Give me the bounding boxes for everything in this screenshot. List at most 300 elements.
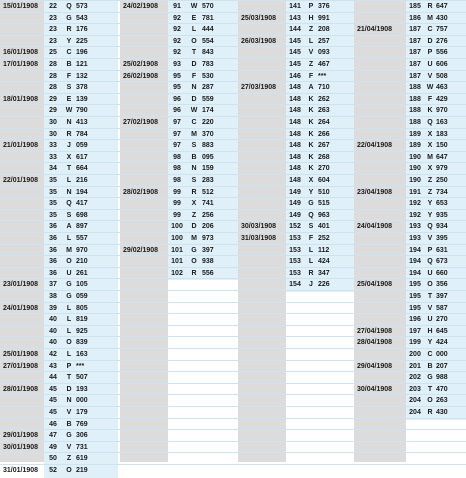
value-cell[interactable]: 267 bbox=[318, 142, 330, 150]
date-cell[interactable] bbox=[0, 152, 47, 164]
value-cell[interactable]: 262 bbox=[318, 95, 330, 103]
date-cell[interactable]: 27/01/1908 bbox=[3, 362, 39, 370]
value-cell[interactable]: 370 bbox=[202, 130, 214, 138]
value-cell[interactable]: 883 bbox=[202, 142, 214, 150]
letter-cell[interactable]: Z bbox=[308, 61, 314, 68]
number-cell[interactable]: 96 bbox=[173, 107, 181, 115]
value-cell[interactable]: 163 bbox=[436, 119, 448, 126]
date-cell[interactable]: 16/01/1908 bbox=[3, 49, 39, 57]
value-cell[interactable]: 429 bbox=[436, 95, 448, 103]
date-cell[interactable] bbox=[0, 337, 47, 349]
letter-cell[interactable]: V bbox=[427, 235, 433, 242]
number-cell[interactable]: 34 bbox=[49, 165, 57, 173]
letter-cell[interactable]: V bbox=[308, 49, 314, 57]
value-cell[interactable]: 790 bbox=[76, 107, 88, 115]
number-cell[interactable]: 153 bbox=[289, 246, 301, 254]
value-cell[interactable]: 220 bbox=[202, 119, 214, 126]
letter-cell[interactable]: F bbox=[308, 235, 314, 242]
date-cell[interactable] bbox=[354, 163, 409, 175]
letter-cell[interactable]: G bbox=[66, 14, 72, 22]
value-cell[interactable]: 268 bbox=[318, 153, 330, 161]
value-cell[interactable]: 843 bbox=[202, 49, 214, 57]
date-cell[interactable] bbox=[354, 175, 409, 187]
value-cell[interactable]: 515 bbox=[318, 200, 330, 208]
letter-cell[interactable]: C bbox=[427, 351, 433, 358]
letter-cell[interactable]: M bbox=[427, 14, 433, 22]
value-cell[interactable]: 430 bbox=[436, 14, 448, 22]
letter-cell[interactable]: B bbox=[66, 61, 72, 68]
date-cell[interactable] bbox=[354, 117, 409, 129]
value-cell[interactable]: 557 bbox=[76, 235, 88, 242]
number-cell[interactable]: 43 bbox=[49, 362, 57, 370]
number-cell[interactable]: 35 bbox=[49, 211, 57, 219]
number-cell[interactable]: 36 bbox=[49, 235, 57, 242]
letter-cell[interactable]: D bbox=[66, 385, 72, 393]
letter-cell[interactable]: R bbox=[308, 269, 314, 277]
letter-cell[interactable]: U bbox=[427, 269, 433, 277]
date-cell[interactable] bbox=[0, 453, 47, 465]
letter-cell[interactable]: X bbox=[191, 200, 197, 208]
date-cell[interactable]: 21/04/1908 bbox=[357, 26, 393, 34]
number-cell[interactable]: 93 bbox=[173, 61, 181, 68]
date-cell[interactable]: 25/03/1908 bbox=[241, 14, 277, 22]
date-cell[interactable]: 17/01/1908 bbox=[3, 61, 39, 68]
value-cell[interactable]: 647 bbox=[436, 3, 448, 10]
letter-cell[interactable]: T bbox=[427, 293, 433, 300]
date-cell[interactable] bbox=[0, 372, 47, 384]
letter-cell[interactable]: S bbox=[191, 142, 197, 150]
number-cell[interactable]: 188 bbox=[409, 107, 421, 115]
date-cell[interactable] bbox=[120, 256, 171, 268]
letter-cell[interactable]: H bbox=[308, 14, 314, 22]
value-cell[interactable]: 093 bbox=[318, 49, 330, 57]
letter-cell[interactable]: M bbox=[427, 153, 433, 161]
number-cell[interactable]: 148 bbox=[289, 165, 301, 173]
date-cell[interactable]: 27/03/1908 bbox=[241, 84, 277, 92]
value-cell[interactable]: 139 bbox=[76, 95, 88, 103]
value-cell[interactable]: 401 bbox=[318, 223, 330, 231]
value-cell[interactable]: 604 bbox=[318, 177, 330, 184]
number-cell[interactable]: 96 bbox=[173, 95, 181, 103]
value-cell[interactable]: 356 bbox=[436, 281, 448, 289]
letter-cell[interactable]: X bbox=[427, 142, 433, 150]
number-cell[interactable]: 145 bbox=[289, 49, 301, 57]
value-cell[interactable]: 059 bbox=[76, 293, 88, 300]
letter-cell[interactable]: U bbox=[427, 316, 433, 324]
number-cell[interactable]: 46 bbox=[49, 420, 57, 428]
date-cell[interactable] bbox=[120, 129, 171, 141]
date-cell[interactable] bbox=[0, 129, 47, 141]
letter-cell[interactable]: Q bbox=[308, 211, 314, 219]
date-cell[interactable] bbox=[238, 175, 289, 187]
value-cell[interactable]: 095 bbox=[202, 153, 214, 161]
number-cell[interactable]: 195 bbox=[409, 281, 421, 289]
value-cell[interactable]: 174 bbox=[202, 107, 214, 115]
number-cell[interactable]: 145 bbox=[289, 61, 301, 68]
date-cell[interactable] bbox=[238, 59, 289, 71]
number-cell[interactable]: 199 bbox=[409, 339, 421, 347]
value-cell[interactable]: 150 bbox=[436, 142, 448, 150]
number-cell[interactable]: 92 bbox=[173, 49, 181, 57]
letter-cell[interactable]: K bbox=[308, 107, 314, 115]
value-cell[interactable]: 252 bbox=[318, 235, 330, 242]
number-cell[interactable]: 23 bbox=[49, 14, 57, 22]
date-cell[interactable] bbox=[0, 82, 47, 94]
value-cell[interactable]: 179 bbox=[76, 409, 88, 416]
date-cell[interactable] bbox=[0, 105, 47, 117]
letter-cell[interactable]: L bbox=[66, 327, 72, 335]
letter-cell[interactable]: H bbox=[427, 327, 433, 335]
number-cell[interactable]: 33 bbox=[49, 153, 57, 161]
date-cell[interactable] bbox=[354, 291, 409, 303]
letter-cell[interactable]: Z bbox=[191, 211, 197, 219]
number-cell[interactable]: 22 bbox=[49, 3, 57, 10]
letter-cell[interactable]: B bbox=[66, 420, 72, 428]
date-cell[interactable]: 24/02/1908 bbox=[123, 3, 159, 10]
number-cell[interactable]: 187 bbox=[409, 72, 421, 80]
letter-cell[interactable]: P bbox=[427, 49, 433, 57]
date-cell[interactable]: 29/02/1908 bbox=[123, 246, 159, 254]
number-cell[interactable]: 154 bbox=[289, 281, 301, 289]
date-cell[interactable] bbox=[120, 163, 171, 175]
date-cell[interactable] bbox=[0, 221, 47, 233]
value-cell[interactable]: 376 bbox=[318, 3, 330, 10]
value-cell[interactable]: 979 bbox=[436, 165, 448, 173]
number-cell[interactable]: 40 bbox=[49, 339, 57, 347]
letter-cell[interactable]: L bbox=[308, 246, 314, 254]
date-cell[interactable] bbox=[120, 24, 171, 36]
number-cell[interactable]: 197 bbox=[409, 327, 421, 335]
value-cell[interactable]: 508 bbox=[436, 72, 448, 80]
value-cell[interactable]: 210 bbox=[76, 258, 88, 266]
number-cell[interactable]: 193 bbox=[409, 223, 421, 231]
letter-cell[interactable]: O bbox=[66, 339, 72, 347]
number-cell[interactable]: 102 bbox=[171, 269, 183, 277]
number-cell[interactable]: 101 bbox=[171, 258, 183, 266]
letter-cell[interactable]: K bbox=[308, 142, 314, 150]
letter-cell[interactable]: S bbox=[191, 177, 197, 184]
letter-cell[interactable]: R bbox=[427, 3, 433, 10]
date-cell[interactable]: 29/04/1908 bbox=[357, 362, 393, 370]
date-cell[interactable] bbox=[354, 256, 409, 268]
number-cell[interactable]: 28 bbox=[49, 84, 57, 92]
number-cell[interactable]: 42 bbox=[49, 351, 57, 358]
date-cell[interactable]: 28/04/1908 bbox=[357, 339, 393, 347]
number-cell[interactable]: 194 bbox=[409, 258, 421, 266]
number-cell[interactable]: 148 bbox=[289, 177, 301, 184]
number-cell[interactable]: 35 bbox=[49, 200, 57, 208]
value-cell[interactable]: 897 bbox=[76, 223, 88, 231]
value-cell[interactable]: 963 bbox=[318, 211, 330, 219]
value-cell[interactable]: 266 bbox=[318, 130, 330, 138]
number-cell[interactable]: 100 bbox=[171, 235, 183, 242]
number-cell[interactable]: 201 bbox=[409, 362, 421, 370]
number-cell[interactable]: 36 bbox=[49, 269, 57, 277]
value-cell[interactable]: 112 bbox=[318, 246, 330, 254]
number-cell[interactable]: 153 bbox=[289, 258, 301, 266]
value-cell[interactable]: 570 bbox=[202, 3, 214, 10]
letter-cell[interactable]: K bbox=[308, 119, 314, 126]
letter-cell[interactable]: U bbox=[66, 269, 72, 277]
number-cell[interactable]: 97 bbox=[173, 119, 181, 126]
date-cell[interactable]: 18/01/1908 bbox=[3, 95, 39, 103]
value-cell[interactable]: 512 bbox=[202, 188, 214, 196]
number-cell[interactable]: 37 bbox=[49, 281, 57, 289]
date-cell[interactable]: 31/03/1908 bbox=[241, 235, 277, 242]
value-cell[interactable]: 617 bbox=[76, 153, 88, 161]
value-cell[interactable]: 530 bbox=[202, 72, 214, 80]
number-cell[interactable]: 148 bbox=[289, 95, 301, 103]
number-cell[interactable]: 98 bbox=[173, 153, 181, 161]
number-cell[interactable]: 35 bbox=[49, 188, 57, 196]
date-cell[interactable] bbox=[354, 198, 409, 210]
number-cell[interactable]: 23 bbox=[49, 37, 57, 45]
value-cell[interactable]: *** bbox=[76, 362, 85, 370]
letter-cell[interactable]: L bbox=[308, 37, 314, 45]
value-cell[interactable]: 196 bbox=[76, 49, 88, 57]
value-cell[interactable]: 397 bbox=[436, 293, 448, 300]
date-cell[interactable] bbox=[354, 1, 409, 13]
number-cell[interactable]: 98 bbox=[173, 177, 181, 184]
value-cell[interactable]: 193 bbox=[76, 385, 88, 393]
date-cell[interactable] bbox=[354, 245, 409, 257]
number-cell[interactable]: 193 bbox=[409, 235, 421, 242]
date-cell[interactable] bbox=[238, 71, 289, 83]
letter-cell[interactable]: X bbox=[308, 177, 314, 184]
date-cell[interactable]: 24/01/1908 bbox=[3, 304, 39, 312]
letter-cell[interactable]: A bbox=[308, 84, 314, 92]
value-cell[interactable]: 397 bbox=[202, 246, 214, 254]
date-cell[interactable]: 22/01/1908 bbox=[3, 177, 39, 184]
number-cell[interactable]: 29 bbox=[49, 95, 57, 103]
number-cell[interactable]: 146 bbox=[289, 72, 301, 80]
letter-cell[interactable]: W bbox=[190, 107, 198, 115]
number-cell[interactable]: 194 bbox=[409, 246, 421, 254]
number-cell[interactable]: 92 bbox=[173, 37, 181, 45]
value-cell[interactable]: 935 bbox=[436, 211, 448, 219]
value-cell[interactable]: 121 bbox=[76, 61, 88, 68]
value-cell[interactable]: 556 bbox=[202, 269, 214, 277]
letter-cell[interactable]: D bbox=[191, 61, 197, 68]
value-cell[interactable]: 731 bbox=[76, 443, 88, 451]
number-cell[interactable]: 195 bbox=[409, 304, 421, 312]
letter-cell[interactable]: G bbox=[308, 200, 314, 208]
value-cell[interactable]: 206 bbox=[202, 223, 214, 231]
letter-cell[interactable]: R bbox=[191, 188, 197, 196]
date-cell[interactable] bbox=[120, 105, 171, 117]
letter-cell[interactable]: O bbox=[191, 37, 197, 45]
value-cell[interactable]: 660 bbox=[436, 269, 448, 277]
letter-cell[interactable]: G bbox=[66, 293, 72, 300]
date-cell[interactable] bbox=[0, 198, 47, 210]
letter-cell[interactable]: N bbox=[66, 397, 72, 405]
letter-cell[interactable]: G bbox=[66, 281, 72, 289]
date-cell[interactable] bbox=[0, 268, 47, 280]
number-cell[interactable]: 36 bbox=[49, 246, 57, 254]
date-cell[interactable]: 25/01/1908 bbox=[3, 351, 39, 358]
number-cell[interactable]: 40 bbox=[49, 316, 57, 324]
date-cell[interactable] bbox=[238, 1, 289, 13]
value-cell[interactable]: 664 bbox=[76, 165, 88, 173]
date-cell[interactable] bbox=[238, 24, 289, 36]
letter-cell[interactable]: S bbox=[308, 223, 314, 231]
number-cell[interactable]: 192 bbox=[409, 211, 421, 219]
number-cell[interactable]: 47 bbox=[49, 432, 57, 440]
date-cell[interactable] bbox=[0, 256, 47, 268]
number-cell[interactable]: 200 bbox=[409, 351, 421, 358]
value-cell[interactable]: 587 bbox=[436, 304, 448, 312]
number-cell[interactable]: 188 bbox=[409, 119, 421, 126]
value-cell[interactable]: 573 bbox=[76, 3, 88, 10]
date-cell[interactable] bbox=[120, 94, 171, 106]
letter-cell[interactable]: R bbox=[427, 409, 433, 416]
value-cell[interactable]: *** bbox=[318, 72, 327, 80]
letter-cell[interactable]: Z bbox=[66, 455, 72, 463]
letter-cell[interactable]: L bbox=[66, 304, 72, 312]
date-cell[interactable] bbox=[0, 233, 47, 245]
letter-cell[interactable]: F bbox=[66, 72, 72, 80]
number-cell[interactable]: 95 bbox=[173, 72, 181, 80]
letter-cell[interactable]: O bbox=[427, 281, 433, 289]
value-cell[interactable]: 261 bbox=[76, 269, 88, 277]
value-cell[interactable]: 805 bbox=[76, 304, 88, 312]
value-cell[interactable]: 276 bbox=[436, 37, 448, 45]
date-cell[interactable]: 25/02/1908 bbox=[123, 61, 159, 68]
value-cell[interactable]: 631 bbox=[436, 246, 448, 254]
date-cell[interactable] bbox=[0, 71, 47, 83]
value-cell[interactable]: 741 bbox=[202, 200, 214, 208]
number-cell[interactable]: 190 bbox=[409, 177, 421, 184]
value-cell[interactable]: 263 bbox=[436, 397, 448, 405]
letter-cell[interactable]: G bbox=[427, 374, 433, 382]
number-cell[interactable]: 187 bbox=[409, 37, 421, 45]
date-cell[interactable]: 26/02/1908 bbox=[123, 72, 159, 80]
value-cell[interactable]: 256 bbox=[202, 211, 214, 219]
number-cell[interactable]: 29 bbox=[49, 107, 57, 115]
letter-cell[interactable]: T bbox=[427, 385, 433, 393]
value-cell[interactable]: 938 bbox=[202, 258, 214, 266]
number-cell[interactable]: 95 bbox=[173, 84, 181, 92]
value-cell[interactable]: 257 bbox=[318, 37, 330, 45]
value-cell[interactable]: 263 bbox=[318, 107, 330, 115]
number-cell[interactable]: 144 bbox=[289, 26, 301, 34]
letter-cell[interactable]: C bbox=[66, 49, 72, 57]
number-cell[interactable]: 92 bbox=[173, 14, 181, 22]
value-cell[interactable]: 216 bbox=[76, 177, 88, 184]
letter-cell[interactable]: Q bbox=[427, 119, 433, 126]
value-cell[interactable]: 283 bbox=[202, 177, 214, 184]
letter-cell[interactable]: B bbox=[427, 362, 433, 370]
letter-cell[interactable]: X bbox=[427, 165, 433, 173]
date-cell[interactable] bbox=[238, 279, 289, 291]
letter-cell[interactable]: N bbox=[191, 165, 197, 173]
date-cell[interactable] bbox=[238, 117, 289, 129]
date-cell[interactable] bbox=[238, 140, 289, 152]
date-cell[interactable] bbox=[120, 47, 171, 59]
value-cell[interactable]: 925 bbox=[76, 327, 88, 335]
number-cell[interactable]: 153 bbox=[289, 269, 301, 277]
number-cell[interactable]: 203 bbox=[409, 385, 421, 393]
value-cell[interactable]: 176 bbox=[76, 26, 88, 34]
date-cell[interactable] bbox=[354, 233, 409, 245]
letter-cell[interactable]: J bbox=[67, 142, 71, 150]
value-cell[interactable]: 378 bbox=[76, 84, 88, 92]
date-cell[interactable]: 15/01/1908 bbox=[3, 3, 39, 10]
date-cell[interactable] bbox=[120, 82, 171, 94]
date-cell[interactable] bbox=[238, 47, 289, 59]
letter-cell[interactable]: L bbox=[66, 316, 72, 324]
letter-cell[interactable]: R bbox=[191, 269, 197, 277]
date-cell[interactable]: 25/04/1908 bbox=[357, 281, 393, 289]
letter-cell[interactable]: L bbox=[308, 258, 314, 266]
number-cell[interactable]: 187 bbox=[409, 61, 421, 68]
letter-cell[interactable]: X bbox=[66, 153, 72, 161]
number-cell[interactable]: 91 bbox=[173, 3, 181, 10]
letter-cell[interactable]: R bbox=[66, 130, 72, 138]
letter-cell[interactable]: T bbox=[66, 165, 72, 173]
number-cell[interactable]: 99 bbox=[173, 211, 181, 219]
letter-cell[interactable]: Y bbox=[427, 339, 433, 347]
date-cell[interactable] bbox=[238, 94, 289, 106]
number-cell[interactable]: 148 bbox=[289, 107, 301, 115]
value-cell[interactable]: 413 bbox=[76, 119, 88, 126]
letter-cell[interactable]: Y bbox=[66, 37, 72, 45]
letter-cell[interactable]: K bbox=[308, 130, 314, 138]
letter-cell[interactable]: B bbox=[191, 153, 197, 161]
value-cell[interactable]: 225 bbox=[76, 37, 88, 45]
date-cell[interactable] bbox=[354, 210, 409, 222]
number-cell[interactable]: 149 bbox=[289, 200, 301, 208]
number-cell[interactable]: 30 bbox=[49, 130, 57, 138]
number-cell[interactable]: 187 bbox=[409, 49, 421, 57]
date-cell[interactable] bbox=[238, 245, 289, 257]
number-cell[interactable]: 97 bbox=[173, 142, 181, 150]
number-cell[interactable]: 100 bbox=[171, 223, 183, 231]
number-cell[interactable]: 188 bbox=[409, 84, 421, 92]
letter-cell[interactable]: P bbox=[308, 3, 314, 10]
letter-cell[interactable]: T bbox=[66, 374, 72, 382]
number-cell[interactable]: 52 bbox=[49, 467, 57, 474]
date-cell[interactable] bbox=[354, 82, 409, 94]
number-cell[interactable]: 38 bbox=[49, 293, 57, 300]
number-cell[interactable]: 190 bbox=[409, 165, 421, 173]
number-cell[interactable]: 148 bbox=[289, 119, 301, 126]
date-cell[interactable]: 23/04/1908 bbox=[357, 188, 393, 196]
value-cell[interactable]: 970 bbox=[436, 107, 448, 115]
number-cell[interactable]: 191 bbox=[409, 188, 421, 196]
letter-cell[interactable]: F bbox=[427, 95, 433, 103]
date-cell[interactable] bbox=[354, 152, 409, 164]
value-cell[interactable]: 264 bbox=[318, 119, 330, 126]
value-cell[interactable]: 105 bbox=[76, 281, 88, 289]
letter-cell[interactable]: K bbox=[308, 153, 314, 161]
letter-cell[interactable]: L bbox=[66, 235, 72, 242]
value-cell[interactable]: 784 bbox=[76, 130, 88, 138]
date-cell[interactable]: 30/03/1908 bbox=[241, 223, 277, 231]
letter-cell[interactable]: W bbox=[190, 3, 198, 10]
value-cell[interactable]: 606 bbox=[436, 61, 448, 68]
number-cell[interactable]: 188 bbox=[409, 95, 421, 103]
number-cell[interactable]: 149 bbox=[289, 188, 301, 196]
value-cell[interactable]: 710 bbox=[318, 84, 330, 92]
value-cell[interactable]: 270 bbox=[436, 316, 448, 324]
value-cell[interactable]: 647 bbox=[436, 153, 448, 161]
date-cell[interactable] bbox=[120, 268, 171, 280]
letter-cell[interactable]: P bbox=[427, 246, 433, 254]
letter-cell[interactable]: Y bbox=[427, 200, 433, 208]
number-cell[interactable]: 186 bbox=[409, 14, 421, 22]
date-cell[interactable] bbox=[354, 395, 409, 407]
